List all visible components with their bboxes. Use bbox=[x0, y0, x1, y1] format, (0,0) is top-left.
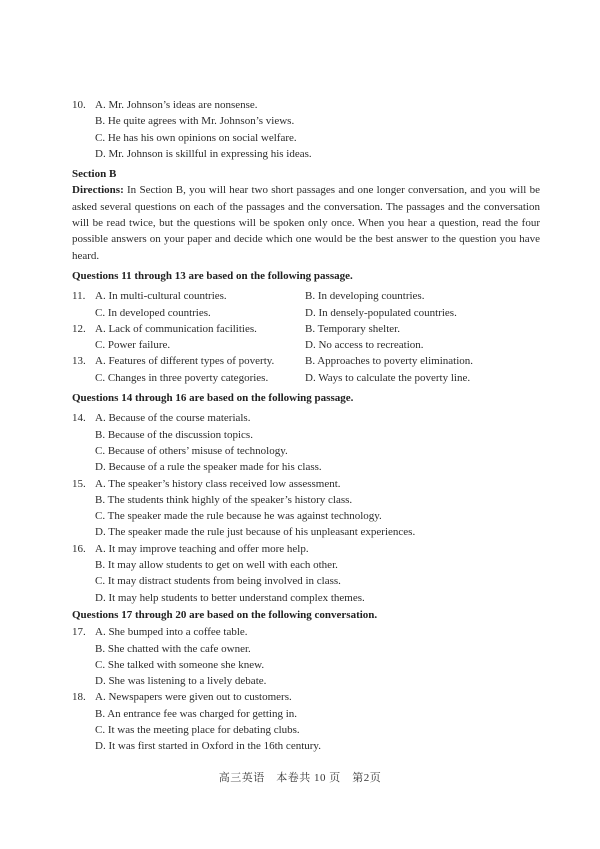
answer-option: A. In multi-cultural countries. bbox=[95, 290, 227, 303]
answer-option: B. He quite agrees with Mr. Johnson’s views. bbox=[95, 115, 295, 128]
directions-paragraph bbox=[72, 182, 540, 263]
answer-option: D. Ways to calculate the poverty line. bbox=[305, 371, 471, 384]
question-number: 12. bbox=[72, 322, 86, 335]
answer-option: B. An entrance fee was charged for getting in. bbox=[95, 707, 298, 720]
group-heading-questions-17-20: Questions 17 through 20 are based on the following conversation. bbox=[72, 608, 378, 621]
question-options bbox=[95, 97, 540, 162]
question-options bbox=[95, 689, 540, 754]
answer-option: A. Newspapers were given out to customers. bbox=[95, 691, 292, 704]
answer-option: D. In densely-populated countries. bbox=[305, 306, 457, 319]
question-15 bbox=[72, 476, 540, 541]
answer-option: C. It may distract students from being involved in class. bbox=[95, 575, 341, 588]
directions-label: Directions: bbox=[72, 184, 124, 197]
spacer bbox=[72, 305, 95, 321]
answer-option: C. The speaker made the rule because he was against technology. bbox=[95, 510, 382, 523]
question-number: 18. bbox=[72, 691, 86, 704]
answer-option: B. Approaches to poverty elimination. bbox=[305, 355, 474, 368]
question-17 bbox=[72, 624, 540, 689]
question-number: 15. bbox=[72, 477, 86, 490]
answer-option: A. Mr. Johnson’s ideas are nonsense. bbox=[95, 99, 258, 111]
question-13 bbox=[72, 353, 540, 386]
question-number: 17. bbox=[72, 626, 86, 639]
answer-option: A. It may improve teaching and offer more help. bbox=[95, 542, 309, 555]
answer-option: A. Because of the course materials. bbox=[95, 412, 251, 425]
question-number: 11. bbox=[72, 290, 86, 303]
answer-option: D. Because of a rule the speaker made for his class. bbox=[95, 461, 322, 474]
answer-option: C. It was the meeting place for debating clubs. bbox=[95, 723, 300, 736]
answer-option: B. Temporary shelter. bbox=[305, 322, 400, 335]
answer-option: D. The speaker made the rule just because of his unpleasant experiences. bbox=[95, 526, 416, 539]
answer-option: A. Lack of communication facilities. bbox=[95, 322, 257, 335]
answer-option: D. No access to recreation. bbox=[305, 339, 424, 352]
answer-option: B. In developing countries. bbox=[305, 290, 425, 303]
question-10 bbox=[72, 97, 540, 162]
answer-option: D. She was listening to a lively debate. bbox=[95, 675, 267, 688]
answer-option: C. He has his own opinions on social welfare. bbox=[95, 131, 297, 144]
question-options bbox=[95, 541, 540, 606]
answer-option: A. Features of different types of poverty. bbox=[95, 355, 275, 368]
question-options bbox=[95, 410, 540, 475]
section-b-heading: Section B bbox=[72, 168, 117, 181]
page-footer: 高三英语 本卷共 10 页 第2页 bbox=[218, 771, 382, 784]
answer-option: D. Mr. Johnson is skillful in expressing his ideas. bbox=[95, 147, 312, 160]
question-options bbox=[95, 476, 540, 541]
question-16 bbox=[72, 541, 540, 606]
answer-option: C. She talked with someone she knew. bbox=[95, 658, 265, 671]
question-11 bbox=[72, 288, 540, 321]
question-options bbox=[95, 624, 540, 689]
answer-option: B. The students think highly of the speaker’s history class. bbox=[95, 493, 353, 506]
answer-option: A. The speaker’s history class received low assessment. bbox=[95, 477, 341, 490]
question-18 bbox=[72, 689, 540, 754]
spacer bbox=[72, 370, 95, 386]
question-number: 14. bbox=[72, 412, 86, 425]
answer-option: D. It was first started in Oxford in the 16th century. bbox=[95, 740, 321, 753]
spacer bbox=[72, 337, 95, 353]
question-14 bbox=[72, 410, 540, 475]
question-number: 16. bbox=[72, 542, 86, 555]
answer-option: C. Power failure. bbox=[95, 339, 171, 352]
question-12 bbox=[72, 321, 540, 354]
question-number: 10. bbox=[72, 99, 86, 111]
answer-option: B. She chatted with the cafe owner. bbox=[95, 642, 251, 655]
answer-option: C. In developed countries. bbox=[95, 306, 211, 319]
answer-option: A. She bumped into a coffee table. bbox=[95, 626, 248, 639]
answer-option: B. Because of the discussion topics. bbox=[95, 428, 253, 441]
answer-option: D. It may help students to better understand complex themes. bbox=[95, 591, 365, 604]
group-heading-questions-11-13: Questions 11 through 13 are based on the following passage. bbox=[72, 269, 353, 282]
answer-option: C. Changes in three poverty categories. bbox=[95, 371, 269, 384]
answer-option: B. It may allow students to get on well with each other. bbox=[95, 559, 338, 572]
group-heading-questions-14-16: Questions 14 through 16 are based on the following passage. bbox=[72, 392, 354, 405]
directions-text: In Section B, you will hear two short passages and one longer conversation, and you will be asked several questions on each of the passages and the conversation. The passages and the conversation will be read twice, but the questions will be spoken only once. When you hear a question, read the four possible answers on your paper and decide which one would be the best answer to the question you have heard. bbox=[72, 184, 540, 262]
question-number: 13. bbox=[72, 355, 86, 368]
answer-option: C. Because of others’ misuse of technology. bbox=[95, 444, 288, 457]
